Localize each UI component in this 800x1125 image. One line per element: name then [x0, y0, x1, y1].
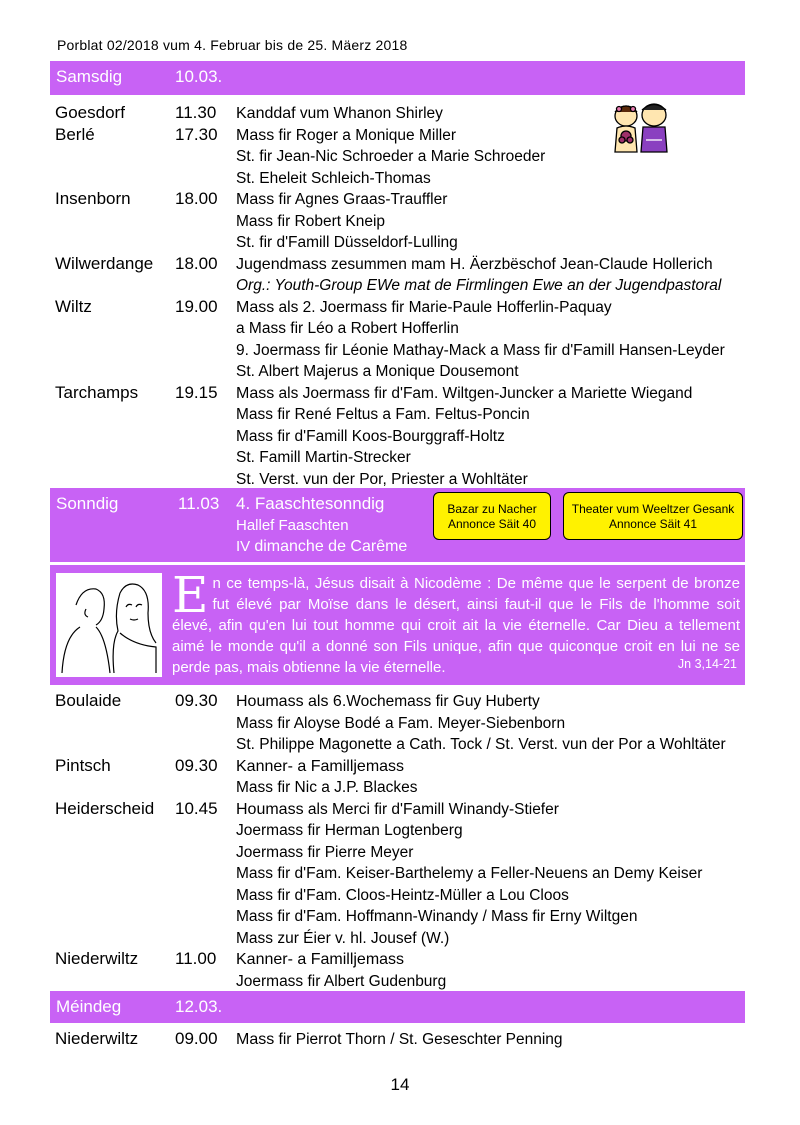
badge-line: Annonce Säit 41 [608, 517, 698, 531]
place-name: Insenborn [55, 189, 131, 208]
list-item [55, 189, 745, 254]
mass-time: 18.00 [175, 253, 218, 273]
day-name: Sonndig [56, 494, 119, 513]
day-date: 10.03. [175, 67, 223, 86]
badge-line: Bazar zu Nacher [447, 502, 537, 516]
list-item [55, 125, 745, 190]
service-detail: Mass fir d'Fam. Keiser-Barthelemy a Feller-Neuens an Demy Keiser [236, 865, 703, 882]
place-name: Pintsch [55, 755, 111, 775]
list-item [55, 254, 745, 297]
gospel-reference: Jn 3,14-21 [677, 657, 737, 671]
day-date: 11.03 [178, 494, 220, 513]
service-detail: 9. Joermass fir Léonie Mathay-Mack a Mass fir d'Famill Hansen-Leyder [236, 341, 725, 359]
gospel-box [50, 565, 745, 685]
service-detail: St. Verst. vun der Por, Priester a Wohltäter [236, 470, 528, 488]
day-band-monday [50, 991, 745, 1023]
gospel-illustration [56, 573, 162, 677]
place-name: Goesdorf [55, 103, 125, 122]
place-name: Niederwiltz [55, 1029, 139, 1048]
jesus-nicodemus-sketch-icon [56, 573, 162, 677]
mass-time: 09.00 [175, 1029, 218, 1048]
theater-announcement-badge [563, 492, 743, 540]
place-name: Berlé [55, 124, 95, 144]
liturgical-name: dimanche de Carême [254, 538, 408, 555]
mass-time: 11.30 [175, 103, 217, 122]
list-item [55, 756, 745, 799]
list-item [55, 799, 745, 950]
service-detail: als 2. Joermass fir Marie-Paule Hofferlin-Paquay [274, 298, 612, 316]
service-detail: Mass fir d'Famill Koos-Bourggraff-Holtz [236, 427, 505, 445]
service-type: Mass [236, 126, 275, 144]
service-detail: vum Whanon Shirley [295, 105, 443, 122]
service-type: Kanner- a Familljemass [236, 951, 405, 968]
service-detail: Mass fir d'Fam. Hoffmann-Winandy / Mass fir Erny Wiltgen [236, 908, 638, 925]
sunday-schedule [55, 691, 745, 992]
service-type: Houmass als 6. [236, 693, 347, 710]
gospel-text [172, 566, 740, 678]
mass-time: 11.00 [175, 949, 217, 968]
mass-time: 09.30 [175, 755, 218, 775]
list-item [55, 383, 745, 491]
service-detail: Mass fir René Feltus a Fam. Feltus-Poncin [236, 406, 530, 423]
mass-time: 18.00 [175, 189, 218, 208]
place-name: Tarchamps [55, 382, 139, 402]
service-detail: als Merci fir d'Famill Winandy-Stiefer [303, 800, 559, 818]
page-number: 14 [390, 1075, 410, 1094]
service-detail: St. Famill Martin-Strecker [236, 449, 411, 466]
list-item [55, 1029, 745, 1051]
mass-time: 17.30 [175, 124, 218, 144]
service-detail: Joermass fir Herman Logtenberg [236, 822, 463, 839]
mass-time: 09.30 [175, 691, 218, 710]
sunday-liturgical-day [236, 538, 407, 556]
liturgical-numeral: IV [236, 538, 255, 555]
service-detail: St. Philippe Magonette a Cath. Tock / St. Verst. vun der Por a Wohltäter [236, 736, 726, 753]
service-detail: Mass fir d'Fam. Cloos-Heintz-Müller a Lou Cloos [236, 886, 569, 904]
badge-line: Annonce Säit 40 [447, 517, 537, 531]
day-name: Samsdig [56, 67, 123, 86]
service-type: Jugendmass [236, 255, 327, 273]
place-name: Boulaide [55, 691, 122, 710]
service-detail: St. fir Jean-Nic Schroeder a Marie Schroeder [236, 148, 546, 165]
service-detail: als Joermass fir d'Fam. Wiltgen-Juncker a Mariette Wiegand [274, 384, 693, 402]
mass-time: 19.00 [175, 296, 218, 316]
drop-cap: E [172, 566, 209, 624]
service-detail: Mass fir Robert Kneip [236, 212, 386, 230]
service-type: Mass [236, 1031, 275, 1048]
service-detail: fir Agnes Graas-Trauffler [274, 191, 448, 208]
day-date: 12.03. [175, 997, 223, 1016]
list-item [55, 103, 745, 125]
page-header: Porblat 02/2018 vum 4. Februar bis de 25. Mäerz 2018 [57, 37, 408, 53]
day-name: Méindeg [56, 997, 122, 1016]
sunday-subtitle: Hallef Faaschten [236, 517, 349, 534]
sunday-title: 4. Faaschtesonndig [236, 494, 385, 513]
service-detail: St. Eheleit Schleich-Thomas [236, 169, 431, 187]
mass-time: 10.45 [175, 798, 218, 818]
saturday-schedule [55, 103, 745, 490]
place-name: Heiderscheid [55, 798, 155, 818]
service-detail: a Mass fir Léo a Robert Hofferlin [236, 320, 459, 337]
service-type: Mass [236, 298, 275, 316]
mass-time: 19.15 [175, 382, 218, 402]
service-detail: Wochemass fir Guy Huberty [346, 693, 540, 710]
service-detail: St. fir d'Famill Düsseldorf-Lulling [236, 234, 458, 251]
service-detail: fir Roger a Monique Miller [274, 126, 456, 144]
organizer-note: Org.: Youth-Group EWe mat de Firmlingen Ewe an der Jugendpastoral [236, 277, 722, 294]
service-detail: Joermass fir Pierre Meyer [236, 843, 414, 861]
place-name: Wilwerdange [55, 253, 154, 273]
service-detail: St. Albert Majerus a Monique Dousemont [236, 363, 519, 380]
service-type: Mass [236, 384, 275, 402]
list-item [55, 691, 745, 756]
service-detail: Mass fir Aloyse Bodé a Fam. Meyer-Siebenborn [236, 714, 566, 732]
service-type: Kanddaf [236, 105, 296, 122]
bazar-announcement-badge [433, 492, 551, 540]
list-item [55, 949, 745, 992]
gospel-body: n ce temps-là, Jésus disait à Nicodème : De même que le serpent de bronze fut élevé par Moïse dans le désert, ainsi faut-il que le Fils de l'homme soit élevé, afin qu'en lui tout homme qui croit ait la vie éternelle. Car Dieu a tellement aimé le monde qu'il a donné son Fils unique, afin que quiconque croit en lui ne se perde pas, mais obtienne la vie éternelle. [172, 575, 740, 676]
monday-schedule [55, 1029, 745, 1051]
service-detail: Mass zur Éier v. hl. Jousef (W.) [236, 929, 450, 947]
service-type: Mass [236, 191, 275, 208]
service-type: Houmass [236, 800, 304, 818]
service-detail: Joermass fir Albert Gudenburg [236, 972, 447, 990]
service-type: Kanner- a Familljemass [236, 757, 405, 775]
service-detail: fir Pierrot Thorn / St. Geseschter Penning [274, 1031, 563, 1048]
service-detail: Mass fir Nic a J.P. Blackes [236, 779, 418, 796]
place-name: Niederwiltz [55, 949, 139, 968]
list-item [55, 297, 745, 383]
badge-line: Theater vum Weeltzer Gesank [571, 502, 735, 516]
day-band-saturday [50, 61, 745, 95]
service-detail: zesummen mam H. Äerzbëschof Jean-Claude Hollerich [326, 255, 713, 273]
place-name: Wiltz [55, 296, 92, 316]
